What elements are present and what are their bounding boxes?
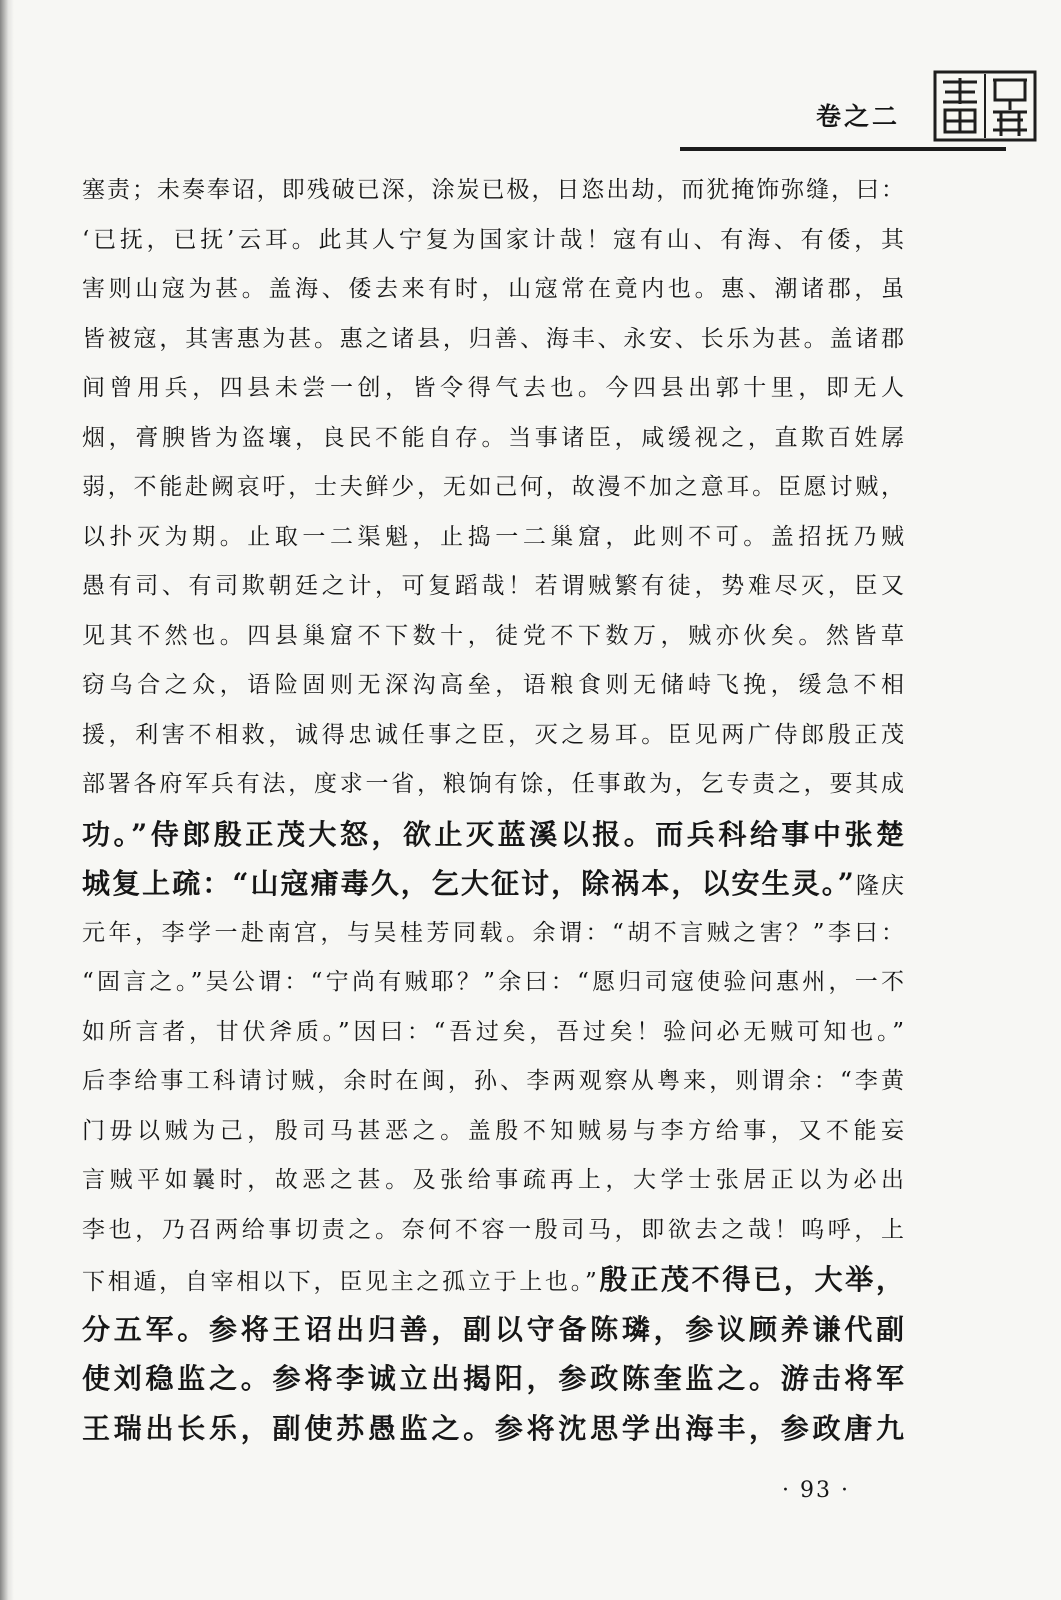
- text-line: [82, 315, 904, 365]
- running-head: 卷之二: [816, 102, 901, 131]
- text-segment: 害则山寇为甚。盖海、倭去来有时，山寇常在竟内也。惠、潮诸郡，虽: [82, 276, 904, 302]
- text-segment-large: 殷正茂不得已，大举，: [596, 1263, 904, 1296]
- text-segment: 如所言者，甘伏斧质。”因曰：“吾过矣，吾过矣！验问必无贼可知也。”: [82, 1018, 904, 1045]
- text-line: [82, 414, 904, 464]
- text-line: [82, 1107, 904, 1157]
- text-segment: 愚有司、有司欺朝廷之计，可复蹈哉！若谓贼繁有徒，势难尽灭，臣又: [82, 573, 904, 599]
- text-line: [82, 562, 904, 612]
- text-segment-large: 功。”侍郎殷正茂大怒，欲止灭蓝溪以报。而兵科给事中张楚: [82, 817, 904, 851]
- text-line: [82, 166, 904, 216]
- header-rule: [680, 147, 1006, 151]
- text-line: [82, 760, 904, 810]
- text-line: [82, 1206, 904, 1256]
- text-segment: 隆庆: [853, 873, 904, 899]
- text-line: [82, 216, 904, 266]
- text-segment: 见其不然也。四县巢窟不下数十，徒党不下数万，贼亦伙矣。然皆草: [82, 622, 904, 649]
- text-line: [82, 1354, 904, 1404]
- text-line: [82, 1057, 904, 1107]
- text-segment: 弱，不能赴阙哀吁，士夫鲜少，无如己何，故漫不加之意耳。臣愿讨贼，: [82, 474, 904, 500]
- text-segment: 以扑灭为期。止取一二渠魁，止捣一二巢窟，此则不可。盖招抚乃贼: [82, 523, 904, 550]
- seal-logo-icon: [933, 70, 1037, 142]
- text-line: [82, 265, 904, 315]
- page-number: · 93 ·: [782, 1478, 850, 1503]
- text-line: [82, 958, 904, 1008]
- scan-edge-shadow: [0, 0, 14, 1600]
- seal-logo: [933, 70, 1037, 142]
- text-segment-large: 分五军。参将王诏出归善，副以守备陈璘，参议顾养谦代副: [82, 1312, 904, 1346]
- text-line: [82, 463, 904, 513]
- text-line: [82, 711, 904, 761]
- text-segment-large: 城复上疏：“山寇痡毒久，乞大征讨，除祸本，以安生灵。”: [82, 867, 854, 900]
- text-line: [82, 1255, 904, 1305]
- text-line: [82, 364, 904, 414]
- text-segment: 间曾用兵，四县未尝一创，皆令得气去也。今四县出郭十里，即无人: [82, 375, 904, 401]
- text-line: [82, 661, 904, 711]
- text-segment: 烟，膏腴皆为盗壤，良民不能自存。当事诸臣，咸缓视之，直欺百姓孱: [82, 424, 904, 451]
- text-segment: 部署各府军兵有法，度求一省，粮饷有馀，任事敢为，乞专责之，要其成: [82, 771, 904, 797]
- text-segment: 元年，李学一赴南宫，与吴桂芳同载。余谓：“胡不言贼之害？”李曰：: [82, 919, 904, 946]
- text-line: [82, 1404, 904, 1454]
- body-text: [82, 166, 904, 1453]
- text-line: [82, 909, 904, 959]
- text-line: [82, 612, 904, 662]
- text-segment-large: 使刘稳监之。参将李诚立出揭阳，参政陈奎监之。游击将军: [82, 1362, 904, 1395]
- text-segment: 塞责；未奏奉诏，即残破已深，涂炭已极，日恣出劫，而犹掩饰弥缝，曰：: [82, 177, 904, 203]
- text-segment: 李也，乃召两给事切责之。奈何不容一殷司马，即欲去之哉！呜呼，上: [82, 1216, 904, 1243]
- text-line: [82, 1305, 904, 1355]
- text-segment: 言贼平如曩时，故恶之甚。及张给事疏再上，大学士张居正以为必出: [82, 1167, 904, 1193]
- text-line: [82, 1156, 904, 1206]
- text-segment-large: 王瑞出长乐，副使苏愚监之。参将沈思学出海丰，参政唐九: [82, 1411, 904, 1445]
- text-segment: 门毋以贼为己，殷司马甚恶之。盖殷不知贼易与李方给事，又不能妄: [82, 1117, 904, 1144]
- text-segment: 皆被寇，其害惠为甚。惠之诸县，归善、海丰、永安、长乐为甚。盖诸郡: [82, 325, 904, 352]
- text-segment: 援，利害不相救，诚得忠诚任事之臣，灭之易耳。臣见两广侍郎殷正茂: [82, 721, 904, 748]
- text-line: [82, 859, 904, 909]
- text-line: [82, 810, 904, 860]
- text-segment: 下相遁，自宰相以下，臣见主之孤立于上也。”: [82, 1269, 597, 1295]
- text-line: [82, 513, 904, 563]
- text-segment: ‘已抚，已抚’云耳。此其人宁复为国家计哉！寇有山、有海、有倭，其: [82, 226, 904, 253]
- text-line: [82, 1008, 904, 1058]
- text-segment: “固言之。”吴公谓：“宁尚有贼耶？”余曰：“愿归司寇使验问惠州，一不: [82, 969, 904, 995]
- text-segment: 后李给事工科请讨贼，余时在闽，孙、李两观察从粤来，则谓余：“李黄: [82, 1068, 904, 1094]
- text-segment: 窃乌合之众，语险固则无深沟高垒，语粮食则无储峙飞挽，缓急不相: [82, 672, 904, 698]
